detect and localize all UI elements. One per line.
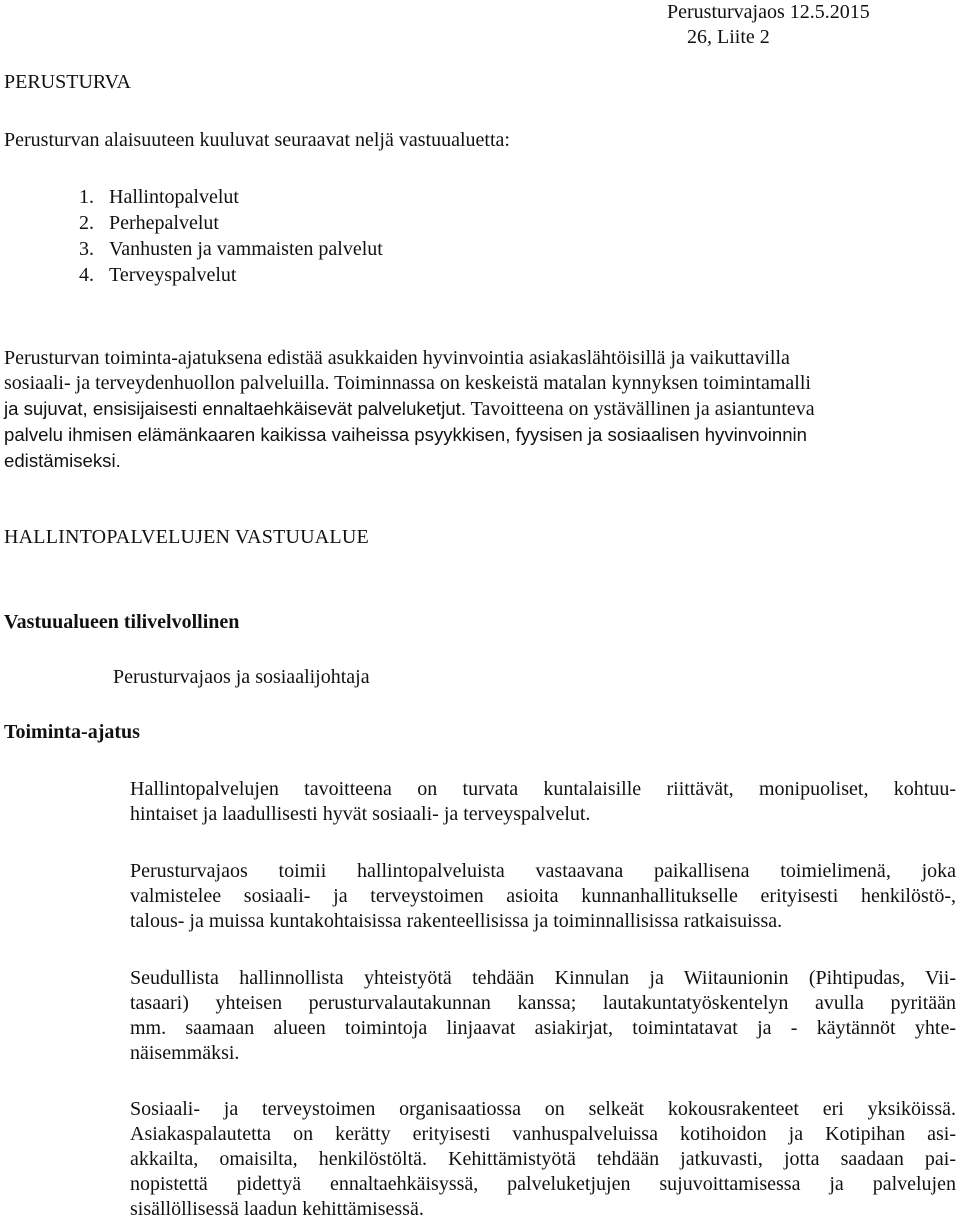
paragraph-line: mm. saamaan alueen toimintoja linjaavat asiakirjat, toimintatavat ja - käytännöt yhte- [130, 1017, 956, 1039]
intro-text: Perusturvan alaisuuteen kuuluvat seuraavat neljä vastuualuetta: [4, 129, 510, 151]
paragraph-line-serif: Tavoitteena on ystävällinen ja asiantunteva [466, 398, 815, 420]
paragraph-line-sans: edistämiseksi. [4, 450, 121, 471]
list-item-label: Vanhusten ja vammaisten palvelut [109, 238, 383, 260]
paragraph-line: Perusturvajaos toimii hallintopalveluista vastaavana paikallisena toimielimenä, joka [130, 860, 956, 882]
mission-paragraph [130, 777, 956, 827]
paragraph-line-sans: palvelu ihmisen elämänkaaren kaikissa vaiheissa psyykkisen, fyysisen ja sosiaalisen hyvinvoinnin [4, 424, 808, 445]
paragraph-line [4, 396, 956, 422]
section-heading: HALLINTOPALVELUJEN VASTUUALUE [4, 526, 369, 548]
list-item-label: Perhepalvelut [109, 212, 219, 234]
paragraph-line: Seudullista hallinnollista yhteistyötä tehdään Kinnulan ja Wiitaunionin (Pihtipudas, Vii- [130, 967, 956, 989]
responsible-heading: Vastuualueen tilivelvollinen [4, 611, 240, 633]
list-item-number: 2. [79, 212, 94, 234]
list-item [4, 236, 383, 262]
paragraph-line: nopistettä pidettyä ennaltaehkäisyssä, palveluketjujen sujuvoittamisessa ja palvelujen [130, 1173, 956, 1195]
mission-paragraph [130, 859, 956, 934]
responsible-value: Perusturvajaos ja sosiaalijohtaja [113, 666, 370, 688]
paragraph-line-sans: ja sujuvat, ensisijaisesti ennaltaehkäisevät palveluketjut. [4, 398, 467, 419]
list-item [4, 262, 383, 288]
mission-paragraph [130, 1097, 956, 1222]
perusturva-description [4, 346, 956, 474]
list-item-number: 4. [79, 264, 94, 286]
paragraph-line: valmistelee sosiaali- ja terveystoimen asioita kunnanhallitukselle erityisesti henkilöstö-, [130, 885, 956, 907]
paragraph-line: sisällöllisessä laadun kehittämisessä. [130, 1198, 424, 1220]
mission-heading: Toiminta-ajatus [4, 721, 140, 743]
header-meeting-line: Perusturvajaos 12.5.2015 [667, 1, 870, 23]
list-item-number: 3. [79, 238, 94, 260]
paragraph-line [4, 448, 956, 474]
list-item-number: 1. [79, 186, 94, 208]
mission-paragraph [130, 966, 956, 1066]
paragraph-line: näisemmäksi. [130, 1042, 240, 1064]
list-item [4, 184, 383, 210]
document-header [667, 0, 947, 50]
paragraph-line: akkailta, omaisilta, henkilöstöltä. Kehittämistyötä tehdään jatkuvasti, jotta saadaan pai- [130, 1148, 956, 1170]
paragraph-line: talous- ja muissa kuntakohtaisissa rakenteellisissa ja toiminnallisissa ratkaisuissa. [130, 910, 783, 932]
paragraph-line [4, 371, 956, 396]
document-title: PERUSTURVA [4, 71, 131, 93]
header-appendix-line: 26, Liite 2 [687, 26, 770, 48]
list-item [4, 210, 383, 236]
paragraph-line: Sosiaali- ja terveystoimen organisaatiossa on selkeät kokousrakenteet eri yksiköissä. [130, 1098, 956, 1120]
paragraph-line: Perusturvan toiminta-ajatuksena edistää asukkaiden hyvinvointia asiakaslähtöisillä ja vaikuttavilla [4, 347, 790, 369]
list-item-label: Terveyspalvelut [109, 264, 237, 286]
paragraph-line: Asiakaspalautetta on kerätty erityisesti vanhuspalveluissa kotihoidon ja Kotipihan asi- [130, 1123, 956, 1145]
responsibility-area-list [4, 184, 383, 288]
paragraph-line-serif: sosiaali- ja terveydenhuollon palveluilla. Toiminnassa on keskeistä matalan kynnyksen toimintamalli [4, 372, 811, 394]
list-item-label: Hallintopalvelut [109, 186, 239, 208]
paragraph-line: hintaiset ja laadullisesti hyvät sosiaali- ja terveyspalvelut. [130, 803, 591, 825]
paragraph-line: Hallintopalvelujen tavoitteena on turvata kuntalaisille riittävät, monipuoliset, kohtuu- [130, 778, 956, 800]
paragraph-line [4, 422, 956, 448]
paragraph-line: tasaari) yhteisen perusturvalautakunnan kanssa; lautakuntatyöskentelyn avulla pyritään [130, 992, 956, 1014]
